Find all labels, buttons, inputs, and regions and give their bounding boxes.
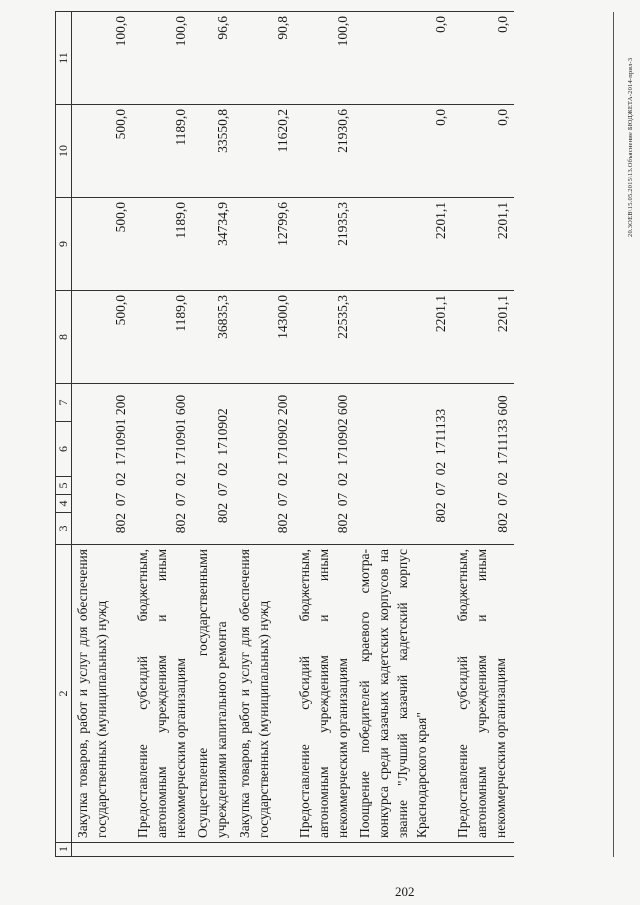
row-description: Предоставление субсидий бюджетным, автономным учреждениям и иным некоммерческим организациям [452,545,514,843]
cell-col10: 500,0 [72,105,132,198]
cell-col11: 0,0 [452,12,514,105]
table-row [234,12,294,857]
cell-col8: 14300,0 [234,291,294,384]
cell-col10: 33550,8 [192,105,234,198]
table-row [132,12,192,857]
budget-code: 802 07 02 1710902 [192,384,234,545]
cell-col9: 12799,6 [234,198,294,291]
header-row [56,12,72,857]
cell-col9: 2201,1 [354,198,452,291]
header-cell: 5 [56,477,72,495]
rotated-table-area [55,12,634,857]
header-cell: 2 [56,545,72,843]
header-cell: 11 [56,12,72,105]
cell-col10: 21930,6 [294,105,354,198]
header-cell: 3 [56,513,72,545]
cell-col8: 22535,3 [294,291,354,384]
cell-col8: 2201,1 [452,291,514,384]
cell-col8: 2201,1 [354,291,452,384]
budget-code: 802 07 02 1710902 600 [294,384,354,545]
header-cell: 9 [56,198,72,291]
cell-col9: 2201,1 [452,198,514,291]
row-description: Предоставление субсидий бюджетным, автономным учреждениям и иным некоммерческим организациям [132,545,192,843]
header-cell: 1 [56,843,72,857]
table-row [452,12,514,857]
cell-col8: 1189,0 [132,291,192,384]
cell-col8: 36835,3 [192,291,234,384]
cell-col10: 0,0 [452,105,514,198]
cell-col9: 34734,9 [192,198,234,291]
row-description: Осуществление государственными учреждениями капитального ремонта [192,545,234,843]
header-cell: 4 [56,495,72,513]
cell-col10: 1189,0 [132,105,192,198]
cell-col8: 500,0 [72,291,132,384]
cell-col11: 100,0 [294,12,354,105]
header-cell: 10 [56,105,72,198]
budget-table [55,11,514,857]
table-row [294,12,354,857]
table-row [354,12,452,857]
budget-code: 802 07 02 1710901 600 [132,384,192,545]
header-cell: 7 [56,384,72,422]
cell-col11: 100,0 [72,12,132,105]
row-description: Предоставление субсидий бюджетным, автономным учреждениям и иным некоммерческим организациям [294,545,354,843]
cell-col11: 100,0 [132,12,192,105]
table-row [72,12,132,857]
budget-code: 802 07 02 1711133 [354,384,452,545]
page-number: 202 [395,884,415,899]
cell-col11: 0,0 [354,12,452,105]
cell-col11: 90,8 [234,12,294,105]
table-row [192,12,234,857]
table-bottom-rule [613,12,614,857]
header-cell: 6 [56,422,72,477]
cell-col9: 21935,3 [294,198,354,291]
budget-code: 802 07 02 1710902 200 [234,384,294,545]
budget-code: 802 07 02 1710901 200 [72,384,132,545]
cell-col10: 11620,2 [234,105,294,198]
row-description: Закупка товаров, работ и услуг для обеспечения государственных (муниципальных) нужд [72,545,132,843]
budget-code: 802 07 02 1711133 600 [452,384,514,545]
footer-file-note: 20.3ОЕВ\15.05.2015\13.Объяснение БЮДЖЕТА-2014-прил-3 [627,57,634,237]
cell-col9: 1189,0 [132,198,192,291]
cell-col9: 500,0 [72,198,132,291]
header-cell: 8 [56,291,72,384]
cell-col10: 0,0 [354,105,452,198]
row-description: Поощрение победителей краевого смотра-конкурса среди казачьих кадетских корпусов на звание "Лучший казачий кадетский корпус Краснодарского края" [354,545,452,843]
row-description: Закупка товаров, работ и услуг для обеспечения государственных (муниципальных) нужд [234,545,294,843]
cell-col11: 96,6 [192,12,234,105]
